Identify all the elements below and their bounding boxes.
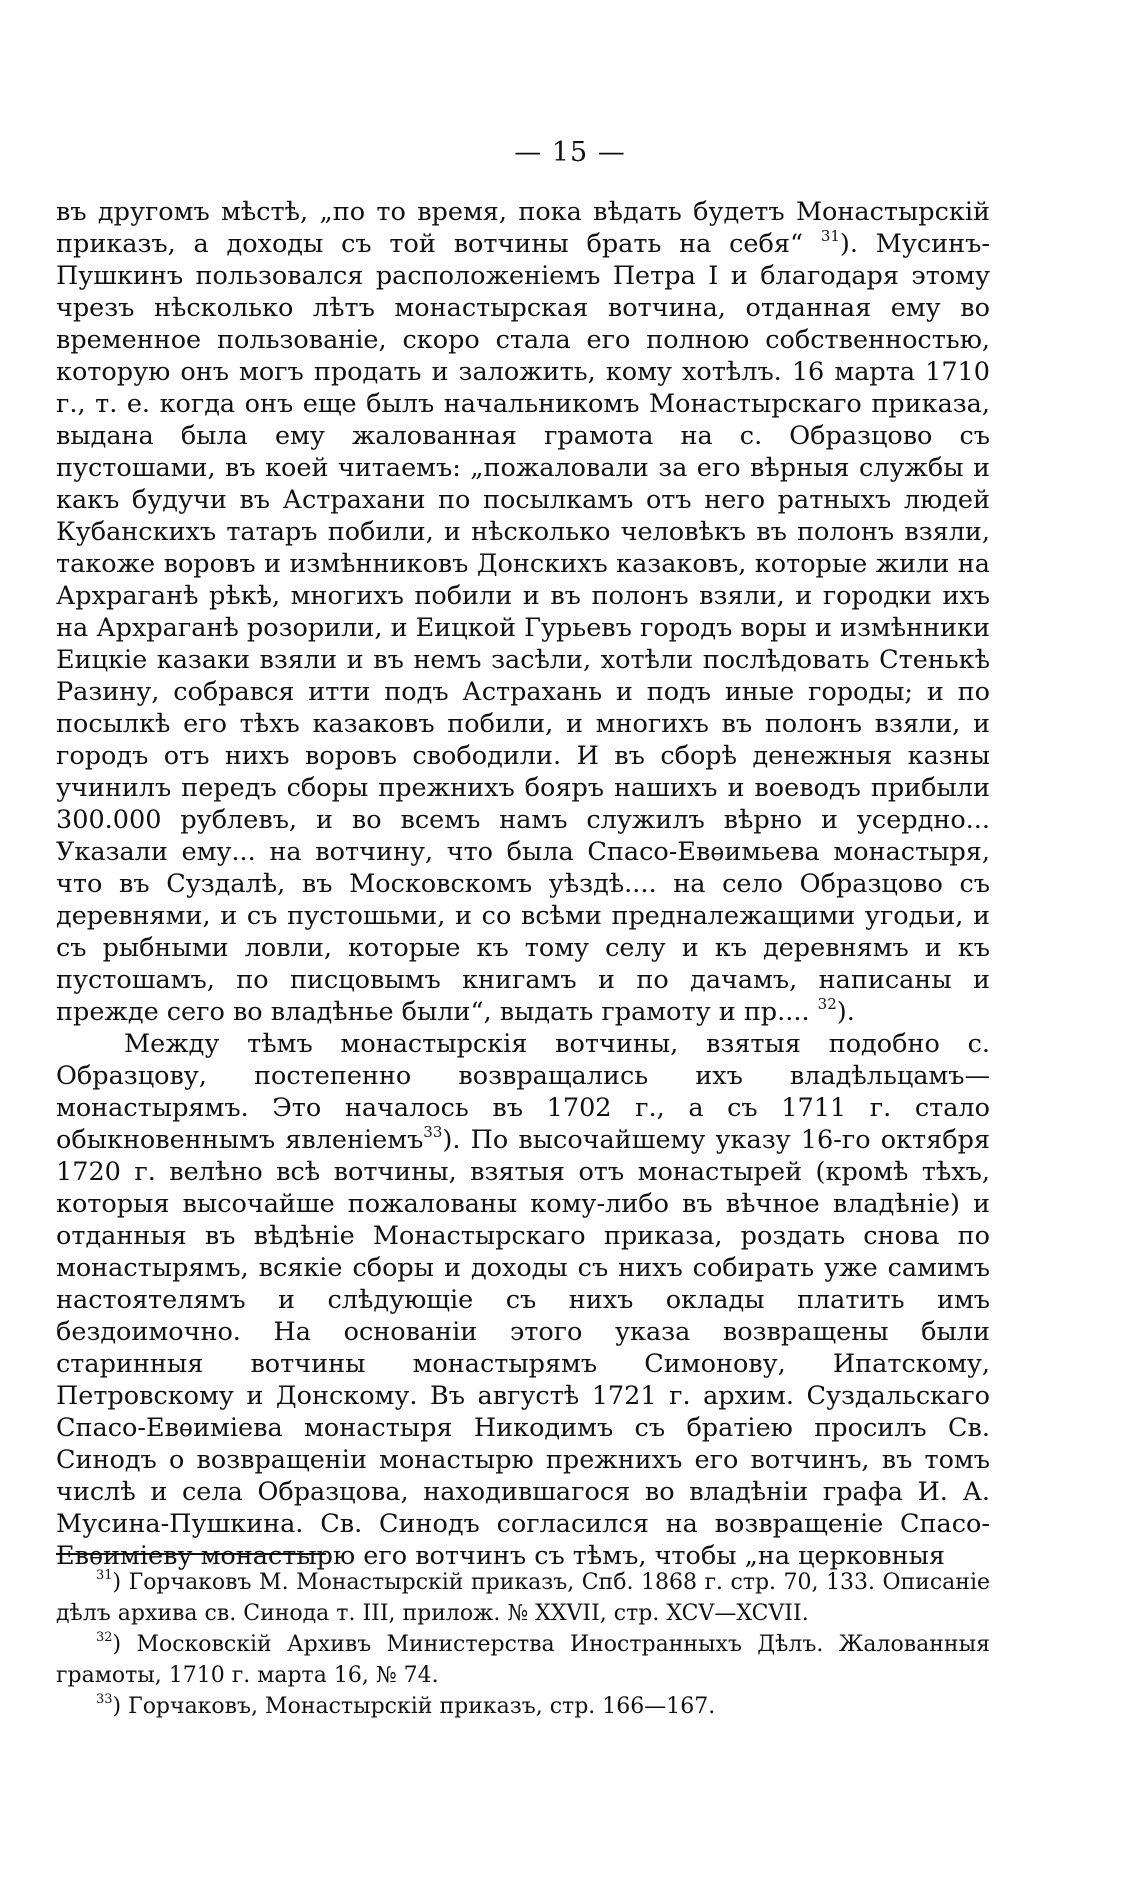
paragraph-1 xyxy=(56,196,990,1028)
footnote-number: 33 xyxy=(96,1692,113,1707)
footnote-text: ) Горчаковъ М. Монастырскій приказъ, Спб. 1868 г. стр. 70, 133. Описаніе дѣлъ архива св. Синода т. III, прилож. № XXVII, стр. XCV—XCVII. xyxy=(56,1570,990,1626)
paragraph-2-text-b: ). По высочайшему указу 16-го октября 1720 г. велѣно всѣ вотчины, взятыя отъ монастырей (кромѣ тѣхъ, которыя высочайше пожалованы кому-либо въ вѣчное владѣніе) и отданныя въ вѣдѣніе Монастырскаго приказа, роздать снова по монастырямъ, всякіе сборы и доходы съ нихъ собирать уже самимъ настоятелямъ и слѣдующіе съ нихъ оклады платить имъ бездоимочно. На основаніи этого указа возвращены были старинныя вотчины монастырямъ Симонову, Ипатскому, Петровскому и Донскому. Въ августѣ 1721 г. архим. Суздальскаго Спасо-Евѳиміева монастыря Никодимъ съ братіею просилъ Св. Синодъ о возвращеніи монастырю прежнихъ его вотчинъ, въ томъ числѣ и села Образцова, находившагося во владѣніи графа И. А. Мусина-Пушкина. Св. Синодъ согласился на возвращеніе Спасо-Евѳиміеву монастырю его вотчинъ съ тѣмъ, чтобы „на церковныя xyxy=(56,1125,990,1571)
footnote-ref-32: 32 xyxy=(817,995,837,1013)
paragraph-2-text-a: Между тѣмъ монастырскія вотчины, взятыя подобно с. Образцову, постепенно возвращались ихъ владѣльцамъ—монастырямъ. Это началось въ 1702 г., а съ 1711 г. стало обыкновеннымъ явленіемъ xyxy=(56,1029,990,1155)
footnote-31 xyxy=(56,1567,990,1629)
footnote-ref-31: 31 xyxy=(820,227,840,245)
footnote-32 xyxy=(56,1629,990,1691)
footnote-33 xyxy=(56,1691,990,1722)
footnote-number: 31 xyxy=(96,1568,113,1583)
paragraph-1-text-c: ). xyxy=(836,997,855,1027)
footnote-text: ) Московскій Архивъ Министерства Иностранныхъ Дѣлъ. Жалованныя грамоты, 1710 г. марта 16, № 74. xyxy=(56,1632,990,1688)
paragraph-2 xyxy=(56,1028,990,1572)
page-number: — 15 — xyxy=(514,137,626,168)
footnote-text: ) Горчаковъ, Монастырскій приказъ, стр. 166—167. xyxy=(112,1694,716,1719)
footnote-number: 32 xyxy=(96,1630,113,1645)
footnote-ref-33: 33 xyxy=(423,1123,443,1141)
paragraph-1-text-a: въ другомъ мѣстѣ, „по то время, пока вѣдать будетъ Монастырскій приказъ, а доходы съ той вотчины брать на себя“ xyxy=(56,197,990,259)
footnotes xyxy=(56,1567,990,1722)
footnote-divider xyxy=(56,1553,326,1555)
paragraph-1-text-b: ). Мусинъ-Пушкинъ пользовался расположеніемъ Петра I и благодаря этому чрезъ нѣсколько лѣтъ монастырская вотчина, отданная ему во временное пользованіе, скоро стала его полною собственностью, которую онъ могъ продать и заложить, кому хотѣлъ. 16 марта 1710 г., т. е. когда онъ еще былъ начальникомъ Монастырскаго приказа, выдана была ему жалованная грамота на с. Образцово съ пустошами, въ коей читаемъ: „пожаловали за его вѣрныя службы и какъ будучи въ Астрахани по посылкамъ отъ него ратныхъ людей Кубанскихъ татаръ побили, и нѣсколько человѣкъ въ полонъ взяли, такоже воровъ и измѣнниковъ Донскихъ казаковъ, которые жили на Архраганѣ рѣкѣ, многихъ побили и въ полонъ взяли, и городки ихъ на Архраганѣ розорили, и Еицкой Гурьевъ городъ воры и измѣнники Еицкіе казаки взяли и въ немъ засѣли, хотѣли послѣдовать Стенькѣ Разину, собрався итти подъ Астрахань и подъ иные городы; и по посылкѣ его тѣхъ казаковъ побили, и многихъ въ полонъ взяли, и городъ отъ нихъ воровъ свободили. И въ сборѣ денежныя казны учинилъ передъ сборы прежнихъ бояръ нашихъ и воеводъ прибыли 300.000 рублевъ, и во всемъ намъ служилъ вѣрно и усердно... Указали ему... на вотчину, что была Спасо-Евѳимьева монастыря, что въ Суздалѣ, въ Московскомъ уѣздѣ.... на село Образцово съ деревнями, и съ пустошьми, и со всѣми предналежащими угодьи, и съ рыбными ловли, которые къ тому селу и къ деревнямъ и къ пустошамъ, по писцовымъ книгамъ и по дачамъ, написаны и прежде сего во владѣнье были“, выдать грамоту и пр.... xyxy=(56,229,990,1027)
main-text xyxy=(56,196,990,1572)
